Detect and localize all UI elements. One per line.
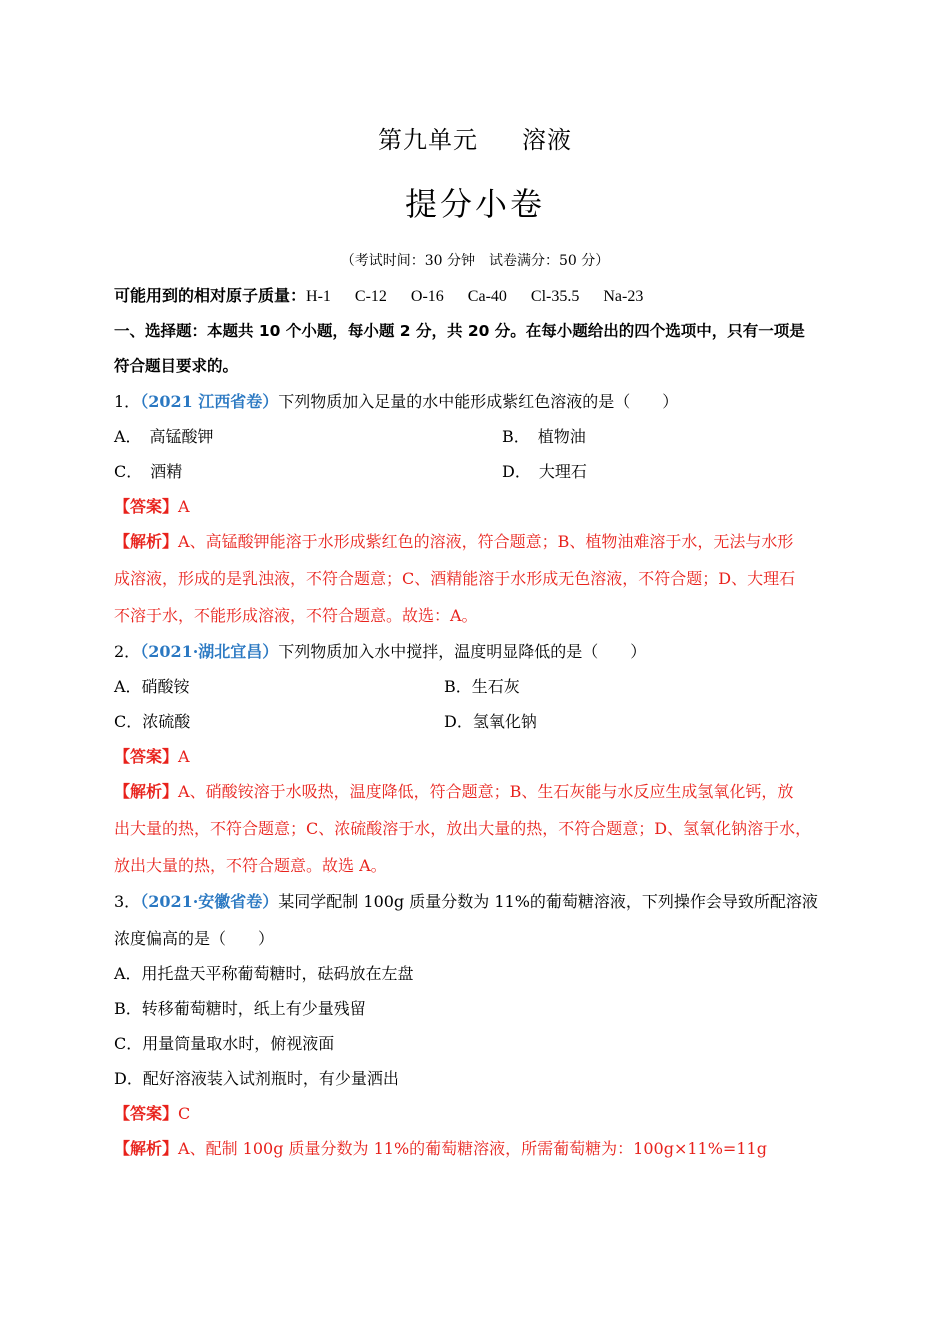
atomic-masses-label: 可能用到的相对原子质量： (114, 288, 307, 305)
atomic-masses (114, 284, 667, 309)
unit-title (0, 122, 950, 158)
section-heading-line2: 符合题目要求的。 (114, 357, 239, 375)
question-3-option-a: A．用托盘天平称葡萄糖时，砝码放在左盘 (114, 964, 414, 983)
atomic-mass-item: Cl-35.5 (530, 288, 580, 305)
answer-value: A (178, 747, 190, 766)
question-3-answer (114, 1102, 190, 1126)
question-source: （2021·安徽省卷） (140, 892, 279, 911)
unit-label: 第九单元 (378, 126, 478, 154)
question-3-stem (114, 890, 818, 914)
analysis-label: 【解析】 (114, 782, 179, 801)
answer-label: 【答案】 (114, 747, 179, 766)
question-2-option-b: B．生石灰 (444, 677, 520, 696)
question-3-option-d: D．配好溶液装入试剂瓶时，有少量洒出 (114, 1069, 399, 1088)
atomic-mass-item: Ca-40 (467, 288, 507, 305)
question-source: （2021·湖北宜昌） (140, 642, 279, 661)
question-2-analysis-line (114, 780, 793, 804)
answer-value: A (178, 497, 190, 516)
main-title: 提分小卷 (404, 185, 545, 223)
section-heading-line1: 一、选择题：本题共 10 个小题，每小题 2 分，共 20 分。在每小题给出的四个选项中，只有一项是 (114, 322, 805, 340)
question-3-option-c: C．用量筒量取水时，俯视液面 (114, 1034, 335, 1053)
atomic-mass-item: O-16 (410, 288, 444, 305)
question-source: （2021 江西省卷） (140, 392, 279, 411)
question-2-option-a: A．硝酸铵 (114, 677, 190, 696)
atomic-mass-item: Na-23 (603, 288, 644, 305)
question-2-answer (114, 745, 190, 769)
question-1-option-a: A． 高锰酸钾 (114, 427, 214, 446)
exam-info: （考试时间：30 分钟 试卷满分：50 分） (340, 253, 610, 269)
question-1-analysis-line (114, 530, 793, 554)
analysis-text: A、配制 100g 质量分数为 11%的葡萄糖溶液，所需葡萄糖为：100g×11%=11g (178, 1139, 767, 1158)
question-3-stem-line2: 浓度偏高的是（ ） (114, 929, 275, 948)
question-1-option-d: D． 大理石 (502, 462, 587, 481)
answer-label: 【答案】 (114, 497, 179, 516)
question-number: 1． (114, 392, 141, 411)
question-1-analysis-line: 成溶液，形成的是乳浊液，不符合题意；C、酒精能溶于水形成无色溶液，不符合题；D、大理石 (114, 569, 796, 588)
question-text: 某同学配制 100g 质量分数为 11%的葡萄糖溶液，下列操作会导致所配溶液 (278, 892, 818, 911)
question-3-option-b: B．转移葡萄糖时，纸上有少量残留 (114, 999, 366, 1018)
question-1-analysis-line: 不溶于水，不能形成溶液，不符合题意。故选：A。 (114, 606, 478, 625)
atomic-mass-item: H-1 (306, 288, 331, 305)
answer-value: C (178, 1104, 191, 1123)
question-number: 3． (114, 892, 141, 911)
question-1-option-b: B． 植物油 (502, 427, 586, 446)
question-3-analysis-line (114, 1137, 767, 1161)
answer-label: 【答案】 (114, 1104, 179, 1123)
question-2-option-c: C．浓硫酸 (114, 712, 191, 731)
atomic-mass-item: C-12 (354, 288, 387, 305)
question-2-option-d: D．氢氧化钠 (444, 712, 537, 731)
question-number: 2． (114, 642, 141, 661)
question-2-analysis-line: 放出大量的热，不符合题意。故选 A。 (114, 856, 387, 875)
analysis-text: A、高锰酸钾能溶于水形成紫红色的溶液，符合题意；B、植物油难溶于水，无法与水形 (178, 532, 794, 551)
question-1-stem (114, 390, 678, 414)
unit-topic: 溶液 (522, 126, 572, 154)
question-2-analysis-line: 出大量的热，不符合题意；C、浓硫酸溶于水，放出大量的热，不符合题意；D、氢氧化钠溶于水， (114, 819, 812, 838)
analysis-label: 【解析】 (114, 1139, 179, 1158)
question-1-option-c: C． 酒精 (114, 462, 183, 481)
analysis-label: 【解析】 (114, 532, 179, 551)
question-text: 下列物质加入水中搅拌，温度明显降低的是（ ） (278, 642, 647, 661)
question-1-answer (114, 495, 190, 519)
analysis-text: A、硝酸铵溶于水吸热，温度降低，符合题意；B、生石灰能与水反应生成氢氧化钙，放 (178, 782, 794, 801)
question-2-stem (114, 640, 646, 664)
question-text: 下列物质加入足量的水中能形成紫红色溶液的是（ ） (278, 392, 679, 411)
